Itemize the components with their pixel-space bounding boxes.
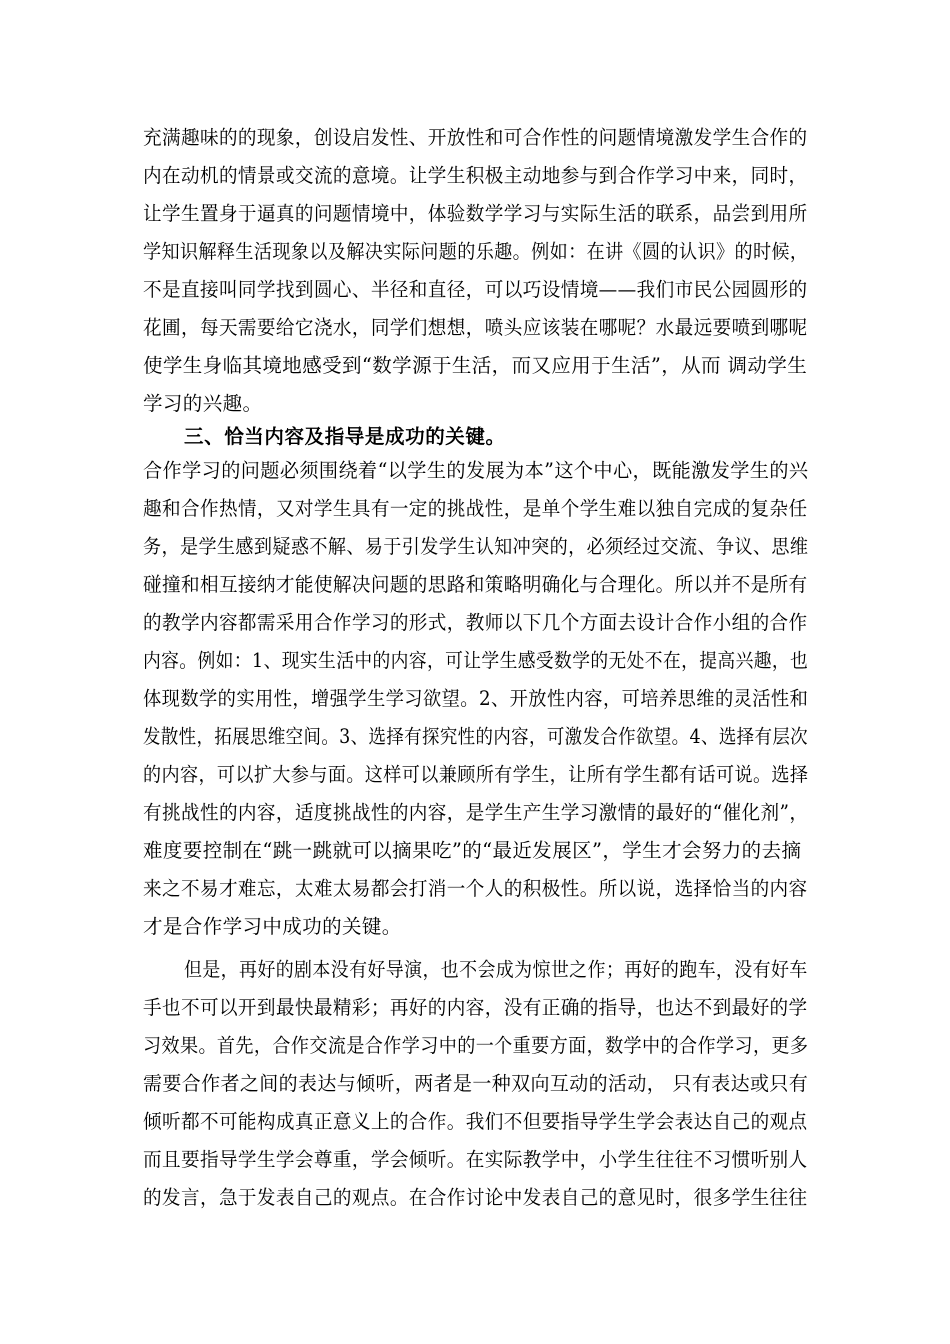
paragraph-line: 趣和合作热情，又对学生具有一定的挑战性，是单个学生难以独自完成的复杂任 [143,497,808,520]
paragraph-line: 充满趣味的的现象，创设启发性、开放性和可合作性的问题情境激发学生合作的 [143,126,808,149]
paragraph-line: 的内容，可以扩大参与面。这样可以兼顾所有学生，让所有学生都有话可说。选择 [143,763,809,786]
paragraph-line: 让学生置身于逼真的问题情境中，体验数学学习与实际生活的联系，品尝到用所 [143,202,808,225]
paragraph-line: 体现数学的实用性，增强学生学习欲望。2、开放性内容，可培养思维的灵活性和 [143,687,809,710]
paragraph-line: 内容。例如：1、现实生活中的内容，可让学生感受数学的无处不在，提高兴趣，也 [143,649,809,672]
paragraph-line: 学习的兴趣。 [143,392,263,415]
paragraph-line: 碰撞和相互接纳才能使解决问题的思路和策略明确化与合理化。所以并不是所有 [143,573,808,596]
paragraph-line: 来之不易才难忘，太难太易都会打消一个人的积极性。所以说，选择恰当的内容 [143,877,808,900]
paragraph-line: 的教学内容都需采用合作学习的形式，教师以下几个方面去设计合作小组的合作 [143,611,808,634]
paragraph-line: 使学生身临其境地感受到“数学源于生活，而又应用于生活”，从而 调动学生 [143,354,808,377]
paragraph-line: 不是直接叫同学找到圆心、半径和直径，可以巧设情境——我们市民公园圆形的 [143,278,808,301]
paragraph-line: 务，是学生感到疑惑不解、易于引发学生认知冲突的，必须经过交流、争议、思维 [143,535,809,558]
paragraph-line: 手也不可以开到最快最精彩；再好的内容，没有正确的指导，也达不到最好的学 [143,996,808,1019]
paragraph-line: 难度要控制在“跳一跳就可以摘果吃”的“最近发展区”，学生才会努力的去摘 [143,839,802,862]
paragraph-line: 学知识解释生活现象以及解决实际问题的乐趣。例如：在讲《圆的认识》的时候， [143,240,809,263]
paragraph-line: 习效果。首先，合作交流是合作学习中的一个重要方面，数学中的合作学习，更多 [143,1034,809,1057]
paragraph-line: 的发言，急于发表自己的观点。在合作讨论中发表自己的意见时，很多学生往往 [143,1186,808,1209]
paragraph-line: 才是合作学习中成功的关键。 [143,915,402,938]
paragraph-line: 花圃，每天需要给它浇水，同学们想想，喷头应该装在哪呢？水最远要喷到哪呢 [143,316,808,339]
paragraph-line: 需要合作者之间的表达与倾听，两者是一种双向互动的活动， 只有表达或只有 [143,1072,809,1095]
paragraph-line: 倾听都不可能构成真正意义上的合作。我们不但要指导学生学会表达自己的观点 [143,1110,808,1133]
paragraph-line: 有挑战性的内容，适度挑战性的内容，是学生产生学习激情的最好的“催化剂”， [143,801,809,824]
section-heading: 三、恰当内容及指导是成功的关键。 [184,425,506,448]
paragraph-line: 但是，再好的剧本没有好导演，也不会成为惊世之作；再好的跑车，没有好车 [184,958,808,981]
paragraph-line: 合作学习的问题必须围绕着“以学生的发展为本”这个中心，既能激发学生的兴 [143,459,809,482]
paragraph-line: 内在动机的情景或交流的意境。让学生积极主动地参与到合作学习中来，同时， [143,164,808,187]
paragraph-line: 发散性，拓展思维空间。3、选择有探究性的内容，可激发合作欲望。4、选择有层次 [143,725,808,748]
paragraph-line: 而且要指导学生学会尊重，学会倾听。在实际教学中，小学生往往不习惯听别人 [143,1148,808,1171]
